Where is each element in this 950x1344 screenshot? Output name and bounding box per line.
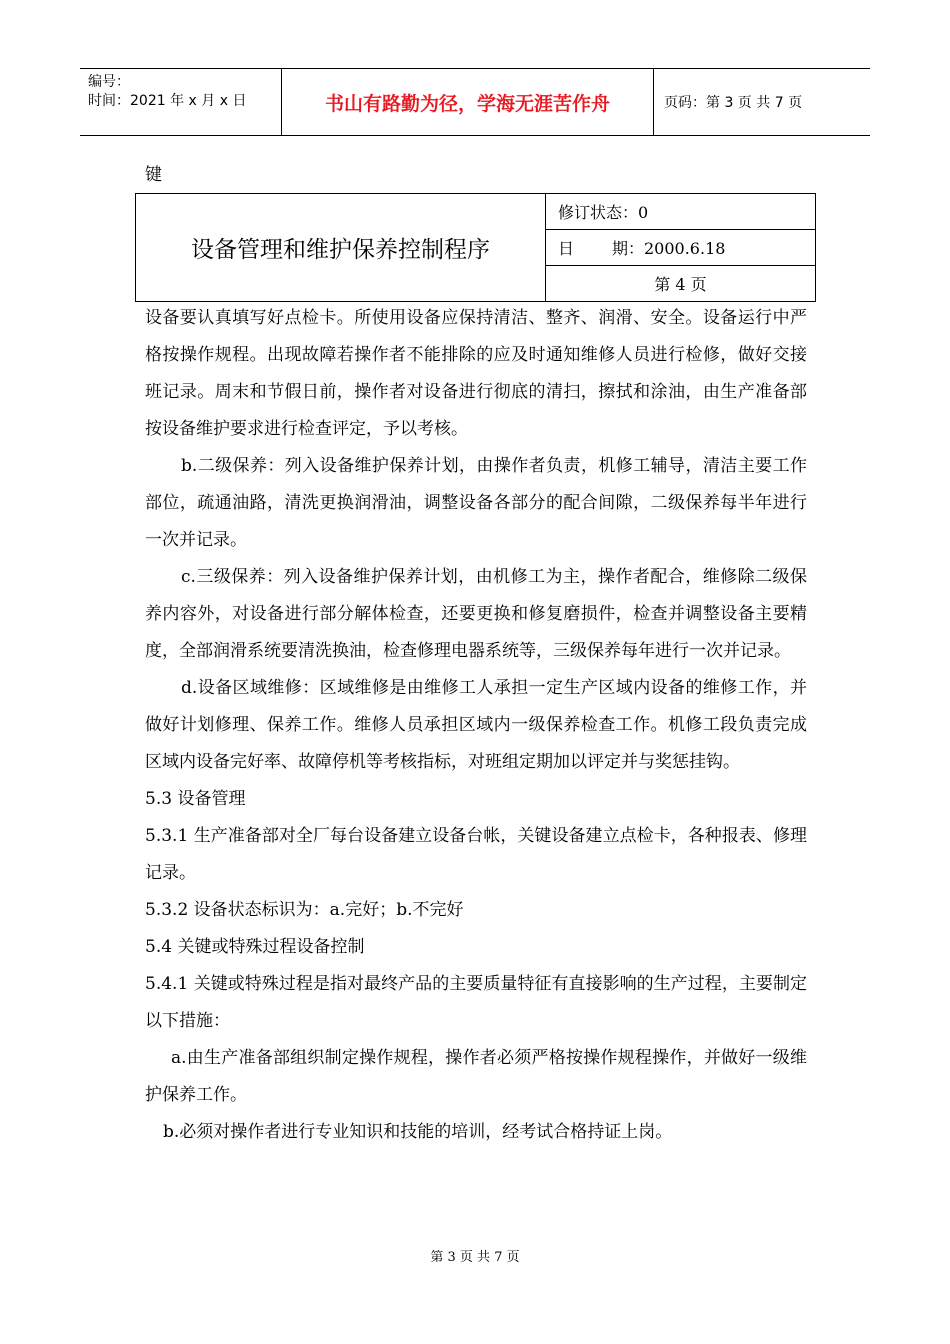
paragraph: b.二级保养：列入设备维护保养计划，由操作者负责，机修工辅导，清洁主要工作部位，疏通油路，清洗更换润滑油，调整设备各部分的配合间隙，二级保养每半年进行一次并记录。 (145, 456, 807, 550)
paragraph: d.设备区域维修：区域维修是由维修工人承担一定生产区域内设备的维修工作，并做好计划修理、保养工作。维修人员承担区域内一级保养检查工作。机修工段负责完成区域内设备完好率、故障停机等考核指标，对班组定期加以评定并与奖惩挂钩。 (145, 678, 807, 772)
section-heading: 5.3 设备管理 (145, 789, 246, 809)
doc-control-info (546, 194, 815, 301)
doc-page: 第 4 页 (654, 275, 707, 294)
paragraph: a.由生产准备部组织制定操作规程，操作者必须严格按操作规程操作，并做好一级维护保养工作。 (145, 1048, 807, 1105)
carryover-text: 键 (145, 165, 162, 185)
paragraph: c.三级保养：列入设备维护保养计划，由机修工为主，操作者配合，维修除二级保养内容外，对设备进行部分解体检查，还要更换和修复磨损件，检查并调整设备主要精度，全部润滑系统要清洗换油，检查修理电器系统等，三级保养每年进行一次并记录。 (145, 567, 807, 661)
paragraph: 5.4.1 关键或特殊过程是指对最终产品的主要质量特征有直接影响的生产过程，主要制定以下措施： (145, 974, 807, 1031)
page-header (80, 68, 870, 136)
revision-status: 修订状态：0 (546, 194, 815, 230)
page-footer: 第 3 页 共 7 页 (430, 1250, 520, 1265)
doc-title: 设备管理和维护保养控制程序 (136, 194, 546, 301)
header-meta (80, 69, 282, 135)
paragraph: b.必须对操作者进行专业知识和技能的培训，经考试合格持证上岗。 (163, 1122, 673, 1142)
body-content (145, 300, 807, 1151)
doc-control-table (135, 193, 816, 302)
date-value: 期：2000.6.18 (612, 239, 726, 258)
section-heading: 5.4 关键或特殊过程设备控制 (145, 937, 365, 957)
paragraph: 5.3.2 设备状态标识为：a.完好；b.不完好 (145, 900, 464, 920)
header-page-code: 页码：第 3 页 共 7 页 (664, 95, 803, 111)
time-label: 时间：2021 年 x 月 x 日 (88, 93, 247, 109)
paragraph: 5.3.1 生产准备部对全厂每台设备建立设备台帐，关键设备建立点检卡，各种报表、修理记录。 (145, 826, 807, 883)
paragraph: 设备要认真填写好点检卡。所使用设备应保持清洁、整齐、润滑、安全。设备运行中严格按操作规程。出现故障若操作者不能排除的应及时通知维修人员进行检修，做好交接班记录。周末和节假日前，操作者对设备进行彻底的清扫，擦拭和涂油，由生产准备部按设备维护要求进行检查评定，予以考核。 (145, 308, 807, 439)
number-label: 编号： (88, 74, 130, 90)
header-motto: 书山有路勤为径，学海无涯苦作舟 (282, 69, 654, 135)
date-label: 日 (558, 239, 575, 258)
doc-date (546, 230, 815, 266)
